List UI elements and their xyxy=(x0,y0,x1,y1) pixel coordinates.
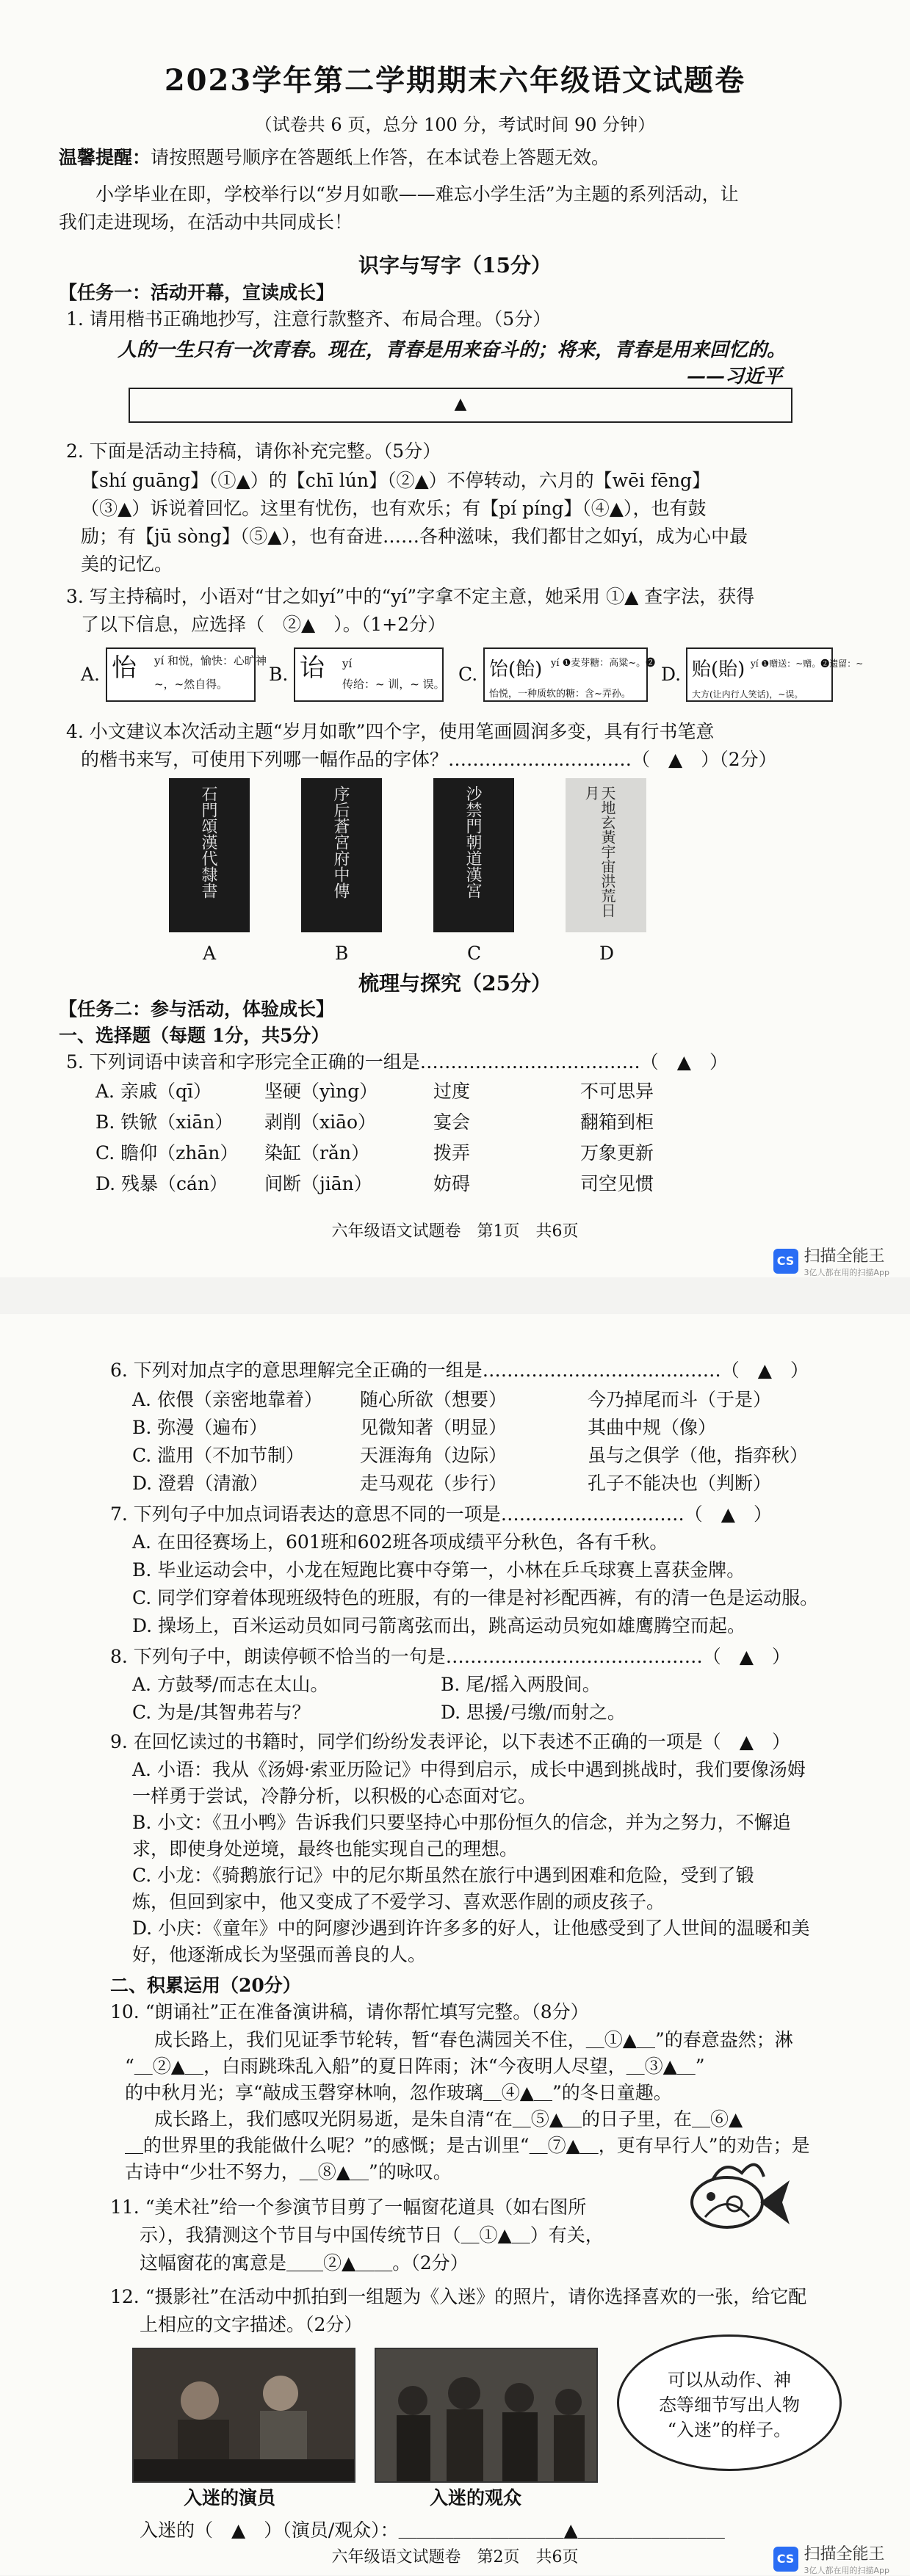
photo-actor xyxy=(132,2348,355,2483)
q9-line: 好，他逐渐成长为坚强而善良的人。 xyxy=(132,1944,427,1965)
calligraphy-text: 沙禁門朝道漢宮 xyxy=(463,786,482,899)
option-char: 诒 xyxy=(300,653,325,683)
intro-line-2: 我们走进现场，在活动中共同成长！ xyxy=(59,211,353,233)
q3-option-a xyxy=(106,647,267,702)
calligraphy-sample-b xyxy=(301,778,382,932)
scanner-watermark xyxy=(773,1244,890,1278)
option-label-d: D xyxy=(599,943,615,964)
question-5: 5. 下列词语中读音和字形完全正确的一组是………………………………（ ▲ ） xyxy=(66,1051,729,1073)
q10-line: 的中秋月光；享“敲成玉磬穿林响，忽作玻璃＿④▲＿”的冬日童趣。 xyxy=(125,2082,672,2103)
q6-cell: 见微知著（明显） xyxy=(360,1417,508,1438)
q8-cell: B. 尾/摇入两股间。 xyxy=(441,1674,601,1695)
hint-bubble xyxy=(617,2334,842,2471)
q5-cell: 染缸（rǎn） xyxy=(264,1142,369,1164)
q1-answer-box xyxy=(129,388,792,423)
option-char: 怡 xyxy=(112,653,137,683)
part-heading-1: 一、选择题（每题 1分，共5分） xyxy=(59,1025,330,1046)
q5-cell: 妨碍 xyxy=(433,1173,471,1194)
q3-option-d-label: D. xyxy=(661,664,682,685)
q5-cell: 翻箱到柜 xyxy=(580,1111,654,1133)
q3-option-b-label: B. xyxy=(269,664,289,685)
option-label-a: A xyxy=(203,943,217,964)
calligraphy-text: 序后蒼宮府中傳 xyxy=(331,786,350,899)
q8-row-2 xyxy=(132,1700,626,1725)
q11-line-3: 这幅窗花的寓意是＿＿②▲＿＿。（2分） xyxy=(140,2252,469,2274)
q7-option-b: B. 毕业运动会中，小龙在短跑比赛中夺第一，小林在乒乓球赛上喜获金牌。 xyxy=(132,1559,745,1581)
page-footer: 六年级语文试题卷 第2页 共6页 xyxy=(331,2548,579,2566)
q5-cell: 间断（jiān） xyxy=(264,1173,372,1194)
q3-option-a-label: A. xyxy=(81,664,101,685)
q3-option-d xyxy=(686,647,864,702)
bubble-text-2: 态等细节写出人物 xyxy=(659,2395,800,2415)
q3-line-2: 了以下信息，应选择（ ②▲ ）。（1+2分） xyxy=(81,614,446,635)
q5-row-c xyxy=(95,1141,654,1166)
exam-page-2 xyxy=(0,1314,910,2575)
q10-line: “＿②▲＿，白雨跳珠乱入船”的夏日阵雨；沐“今夜明人尽望，＿③▲＿” xyxy=(125,2056,705,2077)
q5-cell: 拨弄 xyxy=(433,1142,471,1164)
option-info: 怡悦，一种质软的糖：含~弄孙。 xyxy=(489,689,631,700)
question-10: 10. “朗诵社”正在准备演讲稿，请你帮忙填写完整。（8分） xyxy=(110,2001,589,2022)
section-heading-2: 梳理与探究（25分） xyxy=(358,971,552,995)
q9-line: 炼，但回到家中，他又变成了不爱学习、喜欢恶作剧的顽皮孩子。 xyxy=(132,1891,665,1912)
notice xyxy=(59,145,610,170)
q8-cell: A. 方鼓琴/而志在太山。 xyxy=(132,1674,329,1695)
q6-cell: C. 滥用（不加节制） xyxy=(132,1445,305,1466)
calligraphy-text: 石門頌漢代隸書 xyxy=(199,786,217,899)
photo-audience xyxy=(375,2348,598,2483)
q10-line: ＿的世界里的我能做什么呢？”的感慨；是古训里“＿⑦▲＿，更有早行人”的劝告；是 xyxy=(125,2135,810,2156)
option-char: 饴(飴) xyxy=(489,658,543,681)
q2-line-1: 【shí guāng】（①▲）的【chī lún】（②▲）不停转动，六月的【wēi fēng】 xyxy=(81,470,710,491)
q9-line: 一样勇于尝试，冷静分析，以积极的心态面对它。 xyxy=(132,1785,537,1807)
scanner-logo-icon: CS xyxy=(773,2547,798,2572)
question-12: 12. “摄影社”在活动中抓拍到一组题为《入迷》的照片，请你选择喜欢的一张，给它配 xyxy=(110,2286,807,2307)
q5-cell: 司空见惯 xyxy=(580,1173,654,1194)
q6-cell: 天涯海角（边际） xyxy=(360,1445,508,1466)
option-char: 贻(貽) xyxy=(692,658,745,681)
option-info: yí ❶赠送：~赠。❷遗留：~ xyxy=(751,658,864,669)
q5-cell: D. 残暴（cán） xyxy=(95,1173,228,1194)
calligraphy-text: 天地玄黃宇宙洪荒日月 xyxy=(582,786,616,918)
option-label-b: B xyxy=(335,943,349,964)
exam-page-1 xyxy=(0,0,910,1277)
q1-author: ——习近平 xyxy=(687,366,783,388)
q6-cell: 孔子不能决也（判断） xyxy=(588,1473,772,1494)
question-1: 1. 请用楷书正确地抄写，注意行款整齐、布局合理。（5分） xyxy=(66,308,552,330)
q9-line: B. 小文：《丑小鸭》告诉我们只要坚持心中那份恒久的信念，并为之努力，不懈追 xyxy=(132,1812,791,1833)
q5-cell: 不可思异 xyxy=(580,1081,654,1102)
q7-option-d: D. 操场上，百米运动员如同弓箭离弦而出，跳高运动员宛如雄鹰腾空而起。 xyxy=(132,1615,746,1636)
question-4: 4. 小文建议本次活动主题“岁月如歌”四个字，使用笔画圆润多变，具有行书笔意 xyxy=(66,721,715,742)
q6-cell: D. 澄碧（清澈） xyxy=(132,1473,269,1494)
option-info: yí 和悦，愉快：心旷神 xyxy=(154,654,267,667)
q6-row-d xyxy=(132,1471,771,1496)
papercut-fish-image xyxy=(683,2151,793,2246)
q11-line-2: 示），我猜测这个节目与中国传统节日（＿①▲＿）有关， xyxy=(140,2224,604,2246)
q3-options xyxy=(81,647,864,706)
q9-line: C. 小龙：《骑鹅旅行记》中的尼尔斯虽然在旅行中遇到困难和危险，受到了锻 xyxy=(132,1865,754,1886)
q6-cell: 走马观花（步行） xyxy=(360,1473,508,1494)
bubble-text-3: “入迷”的样子。 xyxy=(667,2420,792,2440)
scanner-name: 扫描全能王 xyxy=(804,1247,885,1266)
q5-cell: 宴会 xyxy=(433,1111,471,1133)
photo-audience-image xyxy=(376,2349,596,2481)
answer-mark: ▲ xyxy=(454,395,467,413)
q8-cell: D. 思援/弓缴/而射之。 xyxy=(441,1702,626,1723)
q4-line-2: 的楷书来写，可使用下列哪一幅作品的字体？…………………………（ ▲ ）（2分） xyxy=(81,749,777,770)
q6-cell: B. 弥漫（遍布） xyxy=(132,1417,268,1438)
q1-quote: 人的一生只有一次青春。现在，青春是用来奋斗的；将来，青春是用来回忆的。 xyxy=(118,339,787,361)
calligraphy-sample-d xyxy=(566,778,646,932)
calligraphy-sample-a xyxy=(169,778,250,932)
q9-line: 求，即使身处逆境，最终也能实现自己的理想。 xyxy=(132,1838,519,1860)
q8-row-1 xyxy=(132,1672,601,1697)
scanner-watermark xyxy=(773,2541,890,2576)
q5-row-b xyxy=(95,1110,654,1135)
q12-answer-line: 入迷的（ ▲ ）（演员/观众）：＿＿＿＿＿＿＿＿＿▲＿＿＿＿＿＿＿＿ xyxy=(140,2519,725,2541)
bubble-text-1: 可以从动作、神 xyxy=(668,2370,791,2390)
page-footer: 六年级语文试题卷 第1页 共6页 xyxy=(331,1222,579,1241)
option-info: 大方(让内行人笑话)，~误。 xyxy=(692,689,804,700)
q5-cell: 剥削（xiāo） xyxy=(264,1111,377,1133)
q10-line: 成长路上，我们见证季节轮转，暂“春色满园关不住，＿①▲＿”的春意盎然；淋 xyxy=(154,2029,793,2050)
question-7: 7. 下列句子中加点词语表达的意思不同的一项是…………………………（ ▲ ） xyxy=(110,1503,773,1525)
q5-cell: 万象更新 xyxy=(580,1142,654,1164)
q6-row-b xyxy=(132,1415,716,1440)
q6-cell: A. 依偎（亲密地靠着） xyxy=(132,1389,322,1410)
option-info: yí xyxy=(342,657,353,670)
q5-cell: A. 亲戚（qī） xyxy=(95,1081,212,1102)
q5-row-d xyxy=(95,1172,654,1197)
notice-text: 请按照题号顺序在答题纸上作答，在本试卷上答题无效。 xyxy=(151,147,610,168)
q6-row-a xyxy=(132,1387,771,1412)
question-9: 9. 在回忆读过的书籍时，同学们纷纷发表评论，以下表述不正确的一项是（ ▲ ） xyxy=(110,1731,791,1752)
option-info: 传给：~ 训，~ 误。 xyxy=(342,678,445,691)
q5-cell: 坚硬（yìng） xyxy=(264,1081,378,1102)
q3-option-c xyxy=(483,647,656,702)
q6-row-c xyxy=(132,1443,808,1468)
q6-cell: 虽与之俱学（他，指弈秋） xyxy=(588,1445,809,1466)
option-info: yí ❶麦芽糖：高粱~。❷ xyxy=(551,658,656,669)
q6-cell: 其曲中规（像） xyxy=(588,1417,717,1438)
photo-actor-caption: 入迷的演员 xyxy=(184,2487,276,2508)
q6-cell: 随心所欲（想要） xyxy=(360,1389,508,1410)
notice-label: 温馨提醒： xyxy=(59,147,151,168)
q10-line: 古诗中“少壮不努力，＿⑧▲＿”的咏叹。 xyxy=(125,2161,452,2183)
scanner-logo-icon: CS xyxy=(773,1249,798,1274)
intro-line-1: 小学毕业在即，学校举行以“岁月如歌——难忘小学生活”为主题的系列活动，让 xyxy=(95,184,739,205)
q12-line-2: 上相应的文字描述。（2分） xyxy=(140,2314,363,2335)
photo-actor-image xyxy=(134,2349,354,2481)
q9-line: D. 小庆：《童年》中的阿廖沙遇到许许多多的好人，让他感受到了人世间的温暖和美 xyxy=(132,1918,810,1939)
page-title: 2023学年第二学期期末六年级语文试题卷 xyxy=(164,63,746,98)
q10-line: 成长路上，我们感叹光阴易逝，是朱自清“在＿⑤▲＿的日子里，在＿⑥▲ xyxy=(154,2108,743,2130)
calligraphy-sample-c xyxy=(433,778,514,932)
q5-cell: 过度 xyxy=(433,1081,471,1102)
q2-line-4: 美的记忆。 xyxy=(81,554,173,575)
question-3: 3. 写主持稿时，小语对“甘之如yí”中的“yí”字拿不定主意，她采用 ①▲ 查字法，获得 xyxy=(66,586,755,607)
question-2: 2. 下面是活动主持稿，请你补充完整。（5分） xyxy=(66,440,441,462)
q2-line-2: （③▲）诉说着回忆。这里有忧伤，也有欢乐；有【pí píng】（④▲），也有鼓 xyxy=(81,498,707,519)
task-heading-2: 【任务二：参与活动，体验成长】 xyxy=(59,998,335,1020)
scanner-tagline: 3亿人都在用的扫描App xyxy=(804,2566,889,2575)
exam-subtitle: （试卷共 6 页，总分 100 分，考试时间 90 分钟） xyxy=(254,115,656,135)
q2-line-3: 励；有【jū sòng】（⑤▲），也有奋进……各种滋味，我们都甘之如yí，成为心中最 xyxy=(81,526,748,547)
option-label-c: C xyxy=(467,943,482,964)
q5-row-a xyxy=(95,1079,654,1104)
question-6: 6. 下列对加点字的意思理解完全正确的一组是…………………………………（ ▲ ） xyxy=(110,1360,809,1381)
q7-option-a: A. 在田径赛场上，601班和602班各项成绩平分秋色，各有千秋。 xyxy=(132,1531,668,1553)
q9-line: A. 小语：我从《汤姆·索亚历险记》中得到启示，成长中遇到挑战时，我们要像汤姆 xyxy=(132,1759,806,1780)
question-8: 8. 下列句子中，朗读停顿不恰当的一句是……………………………………（ ▲ ） xyxy=(110,1646,791,1667)
q8-cell: C. 为是/其智弗若与？ xyxy=(132,1702,311,1723)
q3-option-b xyxy=(294,647,444,702)
q5-cell: B. 铁锨（xiān） xyxy=(95,1111,234,1133)
scanner-name: 扫描全能王 xyxy=(804,2545,885,2564)
option-info: ~，~然自得。 xyxy=(154,678,228,691)
photo-audience-caption: 入迷的观众 xyxy=(430,2487,522,2508)
scanner-tagline: 3亿人都在用的扫描App xyxy=(804,1268,889,1277)
part-heading-2: 二、积累运用（20分） xyxy=(110,1975,301,1996)
question-11: 11. “美术社”给一个参演节目剪了一幅窗花道具（如右图所 xyxy=(110,2196,587,2218)
q3-option-c-label: C. xyxy=(458,664,478,685)
q6-cell: 今乃掉尾而斗（于是） xyxy=(588,1389,772,1410)
task-heading-1: 【任务一：活动开幕，宣读成长】 xyxy=(59,282,335,303)
section-heading-1: 识字与写字（15分） xyxy=(358,253,552,277)
q7-option-c: C. 同学们穿着体现班级特色的班服，有的一律是衬衫配西裤，有的清一色是运动服。 xyxy=(132,1587,819,1608)
q5-cell: C. 瞻仰（zhān） xyxy=(95,1142,239,1164)
